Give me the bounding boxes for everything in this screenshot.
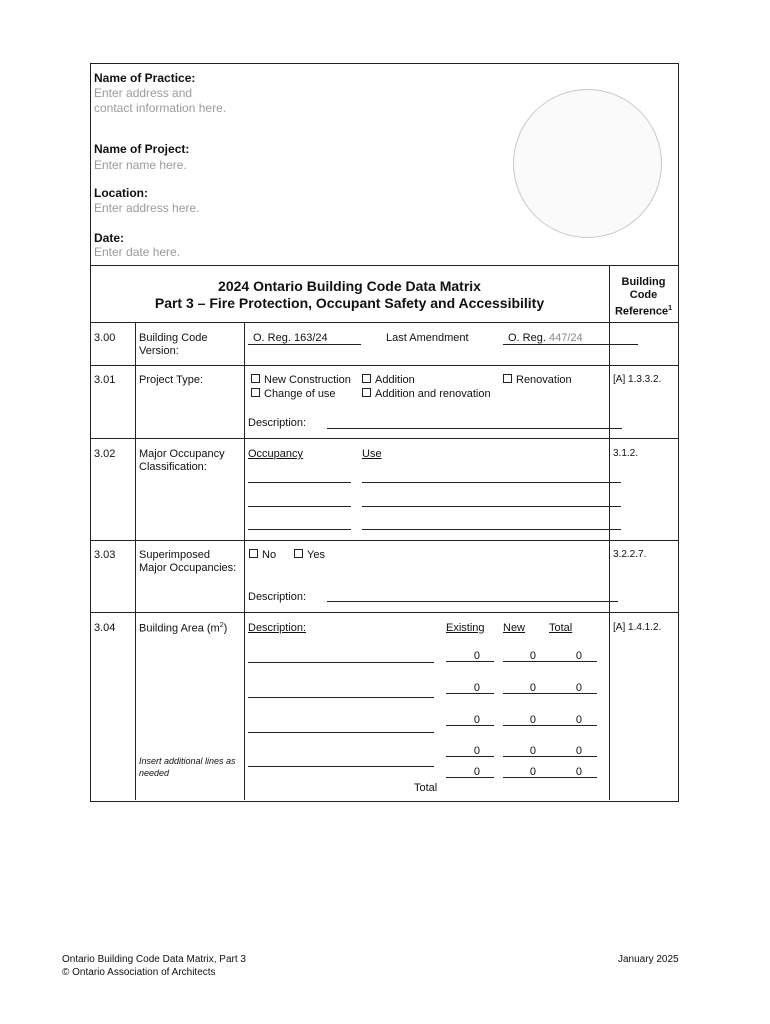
row-num-303: 3.03 [94,549,116,561]
new-underline [503,756,550,757]
amendment-value[interactable]: 447/24 [549,332,583,344]
area-description-field[interactable] [248,697,434,698]
area-label-end: ) [223,622,228,635]
row-label-300b: Version: [139,345,179,357]
seal-placeholder[interactable] [513,89,662,238]
checkbox-label: No [262,549,277,561]
project-placeholder[interactable]: Enter name here. [94,158,187,172]
total-total-value[interactable]: 0 [575,766,582,778]
ref-header-line2: Code [629,289,658,301]
amendment-prefix: O. Reg. [508,332,546,344]
checkbox-icon [251,374,260,383]
ref-header-line1: Building [621,276,666,288]
checkbox-renovation[interactable] [503,374,572,386]
row-label-300: Building Code [139,332,208,344]
new-header: New [503,622,526,634]
location-label: Location: [94,186,148,200]
occupancy-field[interactable] [248,506,351,507]
insert-lines-note: Insert additional lines as [139,756,236,766]
area-total-label: Total [414,782,438,794]
divider-302 [90,540,678,541]
col-divider-ref [609,265,610,800]
use-field[interactable] [362,482,621,483]
new-underline [503,661,550,662]
ref-header [610,276,677,319]
row-num-301: 3.01 [94,374,116,386]
area-total-value[interactable]: 0 [575,650,582,662]
total-new-value[interactable]: 0 [529,766,536,778]
divider-301 [90,438,678,439]
existing-header: Existing [446,622,485,634]
new-underline [503,777,550,778]
row-label-303: Superimposed [139,549,210,561]
code-version-underline [248,344,361,345]
use-header: Use [362,448,382,460]
row-label-301: Project Type: [139,374,203,386]
divider-title [90,322,678,323]
new-underline [503,725,550,726]
row-label-302b: Classification: [139,461,207,473]
row-num-302: 3.02 [94,448,116,460]
ref-header-word: Reference [614,305,669,318]
area-description-header: Description: [248,622,307,634]
occupancy-field[interactable] [248,482,351,483]
checkbox-icon [362,388,371,397]
divider-300 [90,365,678,366]
description-field-301[interactable] [327,428,622,429]
row-label-304 [139,622,227,635]
existing-underline [446,725,494,726]
row-label-302: Major Occupancy [139,448,225,460]
checkbox-addition[interactable] [362,374,415,386]
ref-301: [A] 1.3.3.2. [613,374,662,385]
area-total-value[interactable]: 0 [575,714,582,726]
ref-303: 3.2.2.7. [613,549,647,560]
row-num-304: 3.04 [94,622,116,634]
checkbox-no[interactable] [249,549,276,561]
checkbox-icon [294,549,303,558]
description-label-301: Description: [248,417,307,429]
code-version-value[interactable]: O. Reg. 163/24 [253,332,328,344]
existing-underline [446,693,494,694]
ref-304: [A] 1.4.1.2. [613,622,662,633]
use-field[interactable] [362,506,621,507]
area-new-value[interactable]: 0 [529,682,536,694]
area-label-text: Building Area (m [139,622,220,635]
ref-header-line3 [610,302,677,319]
occupancy-field[interactable] [248,529,351,530]
checkbox-label: Renovation [516,374,572,386]
area-new-value[interactable]: 0 [529,745,536,757]
checkbox-addition-renovation[interactable] [362,388,491,400]
description-field-303[interactable] [327,601,618,602]
total-underline [549,725,597,726]
total-header: Total [549,622,573,634]
existing-underline [446,661,494,662]
area-existing-value[interactable]: 0 [473,682,480,694]
project-label: Name of Project: [94,142,190,156]
area-new-value[interactable]: 0 [529,650,536,662]
total-existing-value[interactable]: 0 [473,766,480,778]
checkbox-icon [362,374,371,383]
col-divider-num [135,322,136,800]
checkbox-label: New Construction [264,374,351,386]
checkbox-icon [503,374,512,383]
matrix-subtitle: Part 3 – Fire Protection, Occupant Safety and Accessibility [154,295,545,311]
location-placeholder[interactable]: Enter address here. [94,201,200,215]
total-underline [549,661,597,662]
insert-lines-note-line2: needed [139,768,170,778]
area-existing-value[interactable]: 0 [473,714,480,726]
area-existing-value[interactable]: 0 [473,745,480,757]
col-divider-label [244,322,245,800]
total-underline [549,693,597,694]
amendment-underline [503,344,638,345]
area-existing-value[interactable]: 0 [473,650,480,662]
occupancy-header: Occupancy [248,448,304,460]
practice-placeholder[interactable]: Enter address and [94,86,193,100]
date-label: Date: [94,231,125,245]
last-amendment-label: Last Amendment [386,332,469,344]
footer-date: January 2025 [618,954,679,965]
checkbox-change-of-use[interactable] [251,388,336,400]
new-underline [503,693,550,694]
footer-copyright: © Ontario Association of Architects [62,967,216,978]
row-num-300: 3.00 [94,332,116,344]
checkbox-icon [251,388,260,397]
ref-302: 3.1.2. [613,448,639,459]
checkbox-yes[interactable] [294,549,325,561]
divider-303 [90,612,678,613]
footer-document-name: Ontario Building Code Data Matrix, Part 3 [62,954,246,965]
matrix-title: 2024 Ontario Building Code Data Matrix [218,278,481,294]
row-label-303b: Major Occupancies: [139,562,237,574]
area-label-sup: 2 [219,622,224,629]
checkbox-label: Addition and renovation [375,388,491,400]
practice-label: Name of Practice: [94,71,196,85]
checkbox-icon [249,549,258,558]
existing-underline [446,777,494,778]
description-label-303: Description: [248,591,307,603]
checkbox-label: Change of use [264,388,336,400]
date-placeholder[interactable]: Enter date here. [94,245,181,259]
checkbox-new-construction[interactable] [251,374,351,386]
checkbox-label: Addition [375,374,415,386]
existing-underline [446,756,494,757]
total-underline [549,777,597,778]
divider-header [90,265,678,266]
area-description-field[interactable] [248,732,434,733]
ref-footnote-mark: 1 [668,305,673,312]
use-field[interactable] [362,529,621,530]
area-new-value[interactable]: 0 [529,714,536,726]
area-total-value[interactable]: 0 [575,682,582,694]
area-description-field[interactable] [248,766,434,767]
area-total-value[interactable]: 0 [575,745,582,757]
practice-placeholder-line2[interactable]: contact information here. [94,101,227,115]
area-description-field[interactable] [248,662,434,663]
total-underline [549,756,597,757]
checkbox-label: Yes [307,549,325,561]
